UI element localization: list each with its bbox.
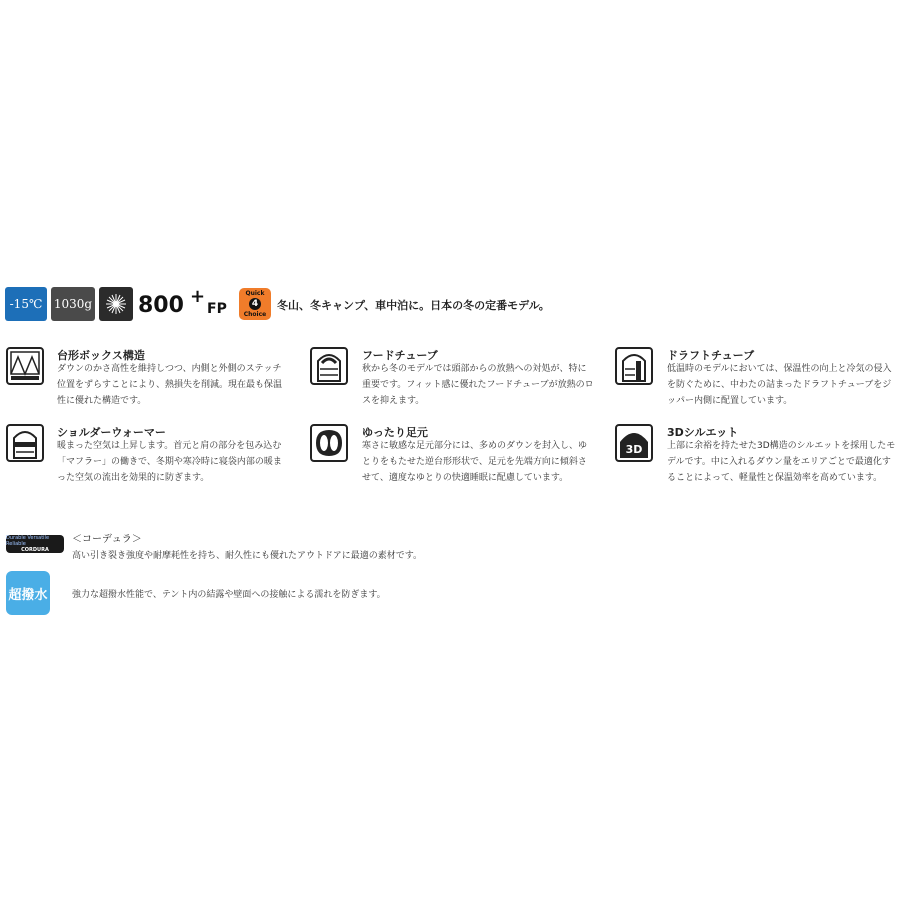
feature-title: 台形ボックス構造 [57, 349, 145, 362]
feature-title: フードチューブ [362, 349, 438, 362]
feature-desc: 上部に余裕を持たせた3D構造のシルエットを採用したモデルです。中に入れるダウン量をエリアごとで最適化することによって、軽量性と保温効率を高めています。 [667, 441, 896, 483]
choice-label: Choice [243, 311, 267, 318]
feature-desc: ダウンのかさ高性を維持しつつ、内側と外側のステッチ位置をずらすことにより、熱損失を削減。現在最も保温性に優れた構造です。 [57, 364, 283, 406]
feature-desc: 低温時のモデルにおいては、保温性の向上と冷気の侵入を防ぐために、中わたの詰まったドラフトチューブをジッパー内側に配置しています。 [667, 364, 892, 406]
cordura-title: ＜コーデュラ＞ [72, 534, 142, 545]
temperature-badge: -15℃ [5, 287, 47, 321]
cordura-logo [6, 535, 64, 553]
feature-desc: 秋から冬のモデルでは頭部からの放熱への対処が、特に重要です。フィット感に優れたフードチューブが放熱のロスを抑えます。 [362, 364, 594, 406]
feature-title: ショルダーウォーマー [57, 426, 166, 439]
feature-desc: 暖まった空気は上昇します。首元と肩の部分を包み込む「マフラー」の働きで、冬期や寒冷時に寝袋内部の暖まった空気の流出を効果的に防ぎます。 [57, 441, 282, 483]
fill-power [138, 286, 227, 319]
hood-tube-icon [310, 347, 348, 385]
feature-title: 3Dシルエット [667, 426, 739, 439]
shoulder-warmer-icon [6, 424, 44, 462]
tagline: 冬山、冬キャンプ、車中泊に。日本の冬の定番モデル。 [277, 299, 550, 312]
draft-tube-icon [615, 347, 653, 385]
cordura-logo-name: CORDURA [21, 547, 49, 553]
box-construction-icon [6, 347, 44, 385]
down-feather-icon [99, 287, 133, 321]
3d-silhouette-icon [615, 424, 653, 462]
feature-title: ドラフトチューブ [667, 349, 755, 362]
quick-choice-badge [239, 288, 271, 320]
feature-desc: 寒さに敏感な足元部分には、多めのダウンを封入し、ゆとりをもたせた逆台形形状で、足元を先端方向に傾斜させて、適度なゆとりの快適睡眠に配慮しています。 [362, 441, 588, 483]
cordura-logo-tagline: Durable Versatile Reliable [6, 535, 50, 547]
feature-title: ゆったり足元 [362, 426, 428, 439]
fill-power-value: 800 [138, 293, 184, 318]
fill-power-unit: FP [207, 301, 227, 317]
weight-badge: 1030g [51, 287, 95, 321]
quick-label: Quick [245, 290, 265, 297]
water-repellent-label: 超撥水 [8, 587, 48, 603]
quick-number: 4 [249, 298, 261, 310]
footbox-icon [310, 424, 348, 462]
water-repellent-icon [6, 571, 50, 615]
svg-text:3D: 3D [625, 443, 643, 456]
water-repellent-desc: 強力な超撥水性能で、テント内の結露や壁面への接触による濡れを防ぎます。 [72, 590, 386, 600]
cordura-desc: 高い引き裂き強度や耐摩耗性を持ち、耐久性にも優れたアウトドアに最適の素材です。 [72, 551, 423, 561]
fill-power-plus: + [189, 286, 206, 307]
